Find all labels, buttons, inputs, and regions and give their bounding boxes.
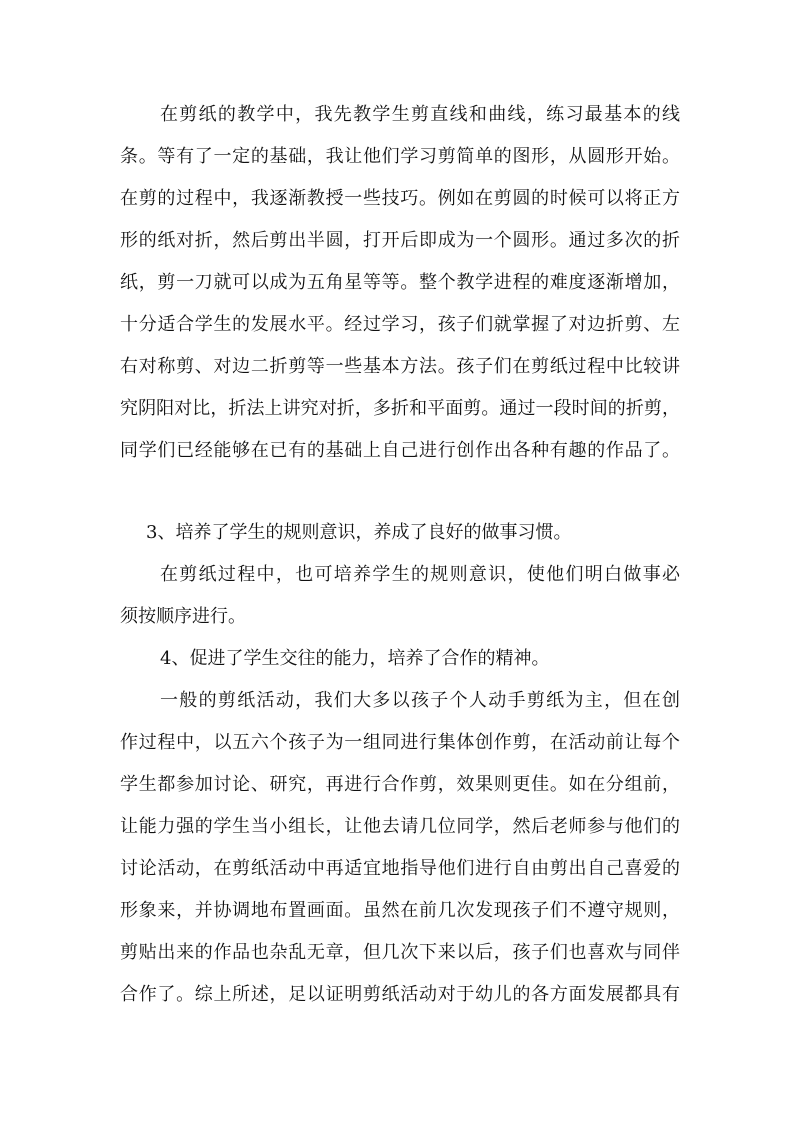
paragraph-line: 右对称剪、对边二折剪等一些基本方法。孩子们在剪纸过程中比较讲 [120,356,680,377]
paragraph-line: 在剪的过程中，我逐渐教授一些技巧。例如在剪圆的时候可以将正方 [120,188,680,209]
paragraph-line: 须按顺序进行。 [120,606,246,627]
paragraph-line: 同学们已经能够在已有的基础上自己进行创作出各种有趣的作品了。 [120,440,680,461]
section-heading-3: 3、培养了学生的规则意识，养成了良好的做事习惯。 [146,522,572,543]
section-heading-4: 4、促进了学生交往的能力，培养了合作的精神。 [160,648,550,669]
paragraph-line: 在剪纸的教学中，我先教学生剪直线和曲线，练习最基本的线 [160,104,680,125]
paragraph-line: 纸，剪一刀就可以成为五角星等等。整个教学进程的难度逐渐增加， [120,272,680,293]
paragraph-line: 作过程中，以五六个孩子为一组同进行集体创作剪，在活动前让每个 [120,732,680,753]
paragraph-line: 在剪纸过程中，也可培养学生的规则意识，使他们明白做事必 [160,564,680,585]
paragraph-line: 形的纸对折，然后剪出半圆，打开后即成为一个圆形。通过多次的折 [120,230,680,251]
paragraph-line: 学生都参加讨论、研究，再进行合作剪，效果则更佳。如在分组前， [120,774,680,795]
paragraph-line: 形象来，并协调地布置画面。虽然在前几次发现孩子们不遵守规则， [120,900,680,921]
paragraph-line: 合作了。综上所述，足以证明剪纸活动对于幼儿的各方面发展都具有 [120,984,680,1005]
paragraph-line: 条。等有了一定的基础，我让他们学习剪简单的图形，从圆形开始。 [120,146,680,167]
paragraph-line: 让能力强的学生当小组长，让他去请几位同学，然后老师参与他们的 [120,816,680,837]
paragraph-line: 究阴阳对比，折法上讲究对折，多折和平面剪。通过一段时间的折剪， [120,398,680,419]
paragraph-line: 一般的剪纸活动，我们大多以孩子个人动手剪纸为主，但在创 [160,690,680,711]
paragraph-line: 剪贴出来的作品也杂乱无章，但几次下来以后，孩子们也喜欢与同伴 [120,942,680,963]
paragraph-line: 讨论活动，在剪纸活动中再适宜地指导他们进行自由剪出自己喜爱的 [120,858,680,879]
paragraph-line: 十分适合学生的发展水平。经过学习，孩子们就掌握了对边折剪、左 [120,314,680,335]
